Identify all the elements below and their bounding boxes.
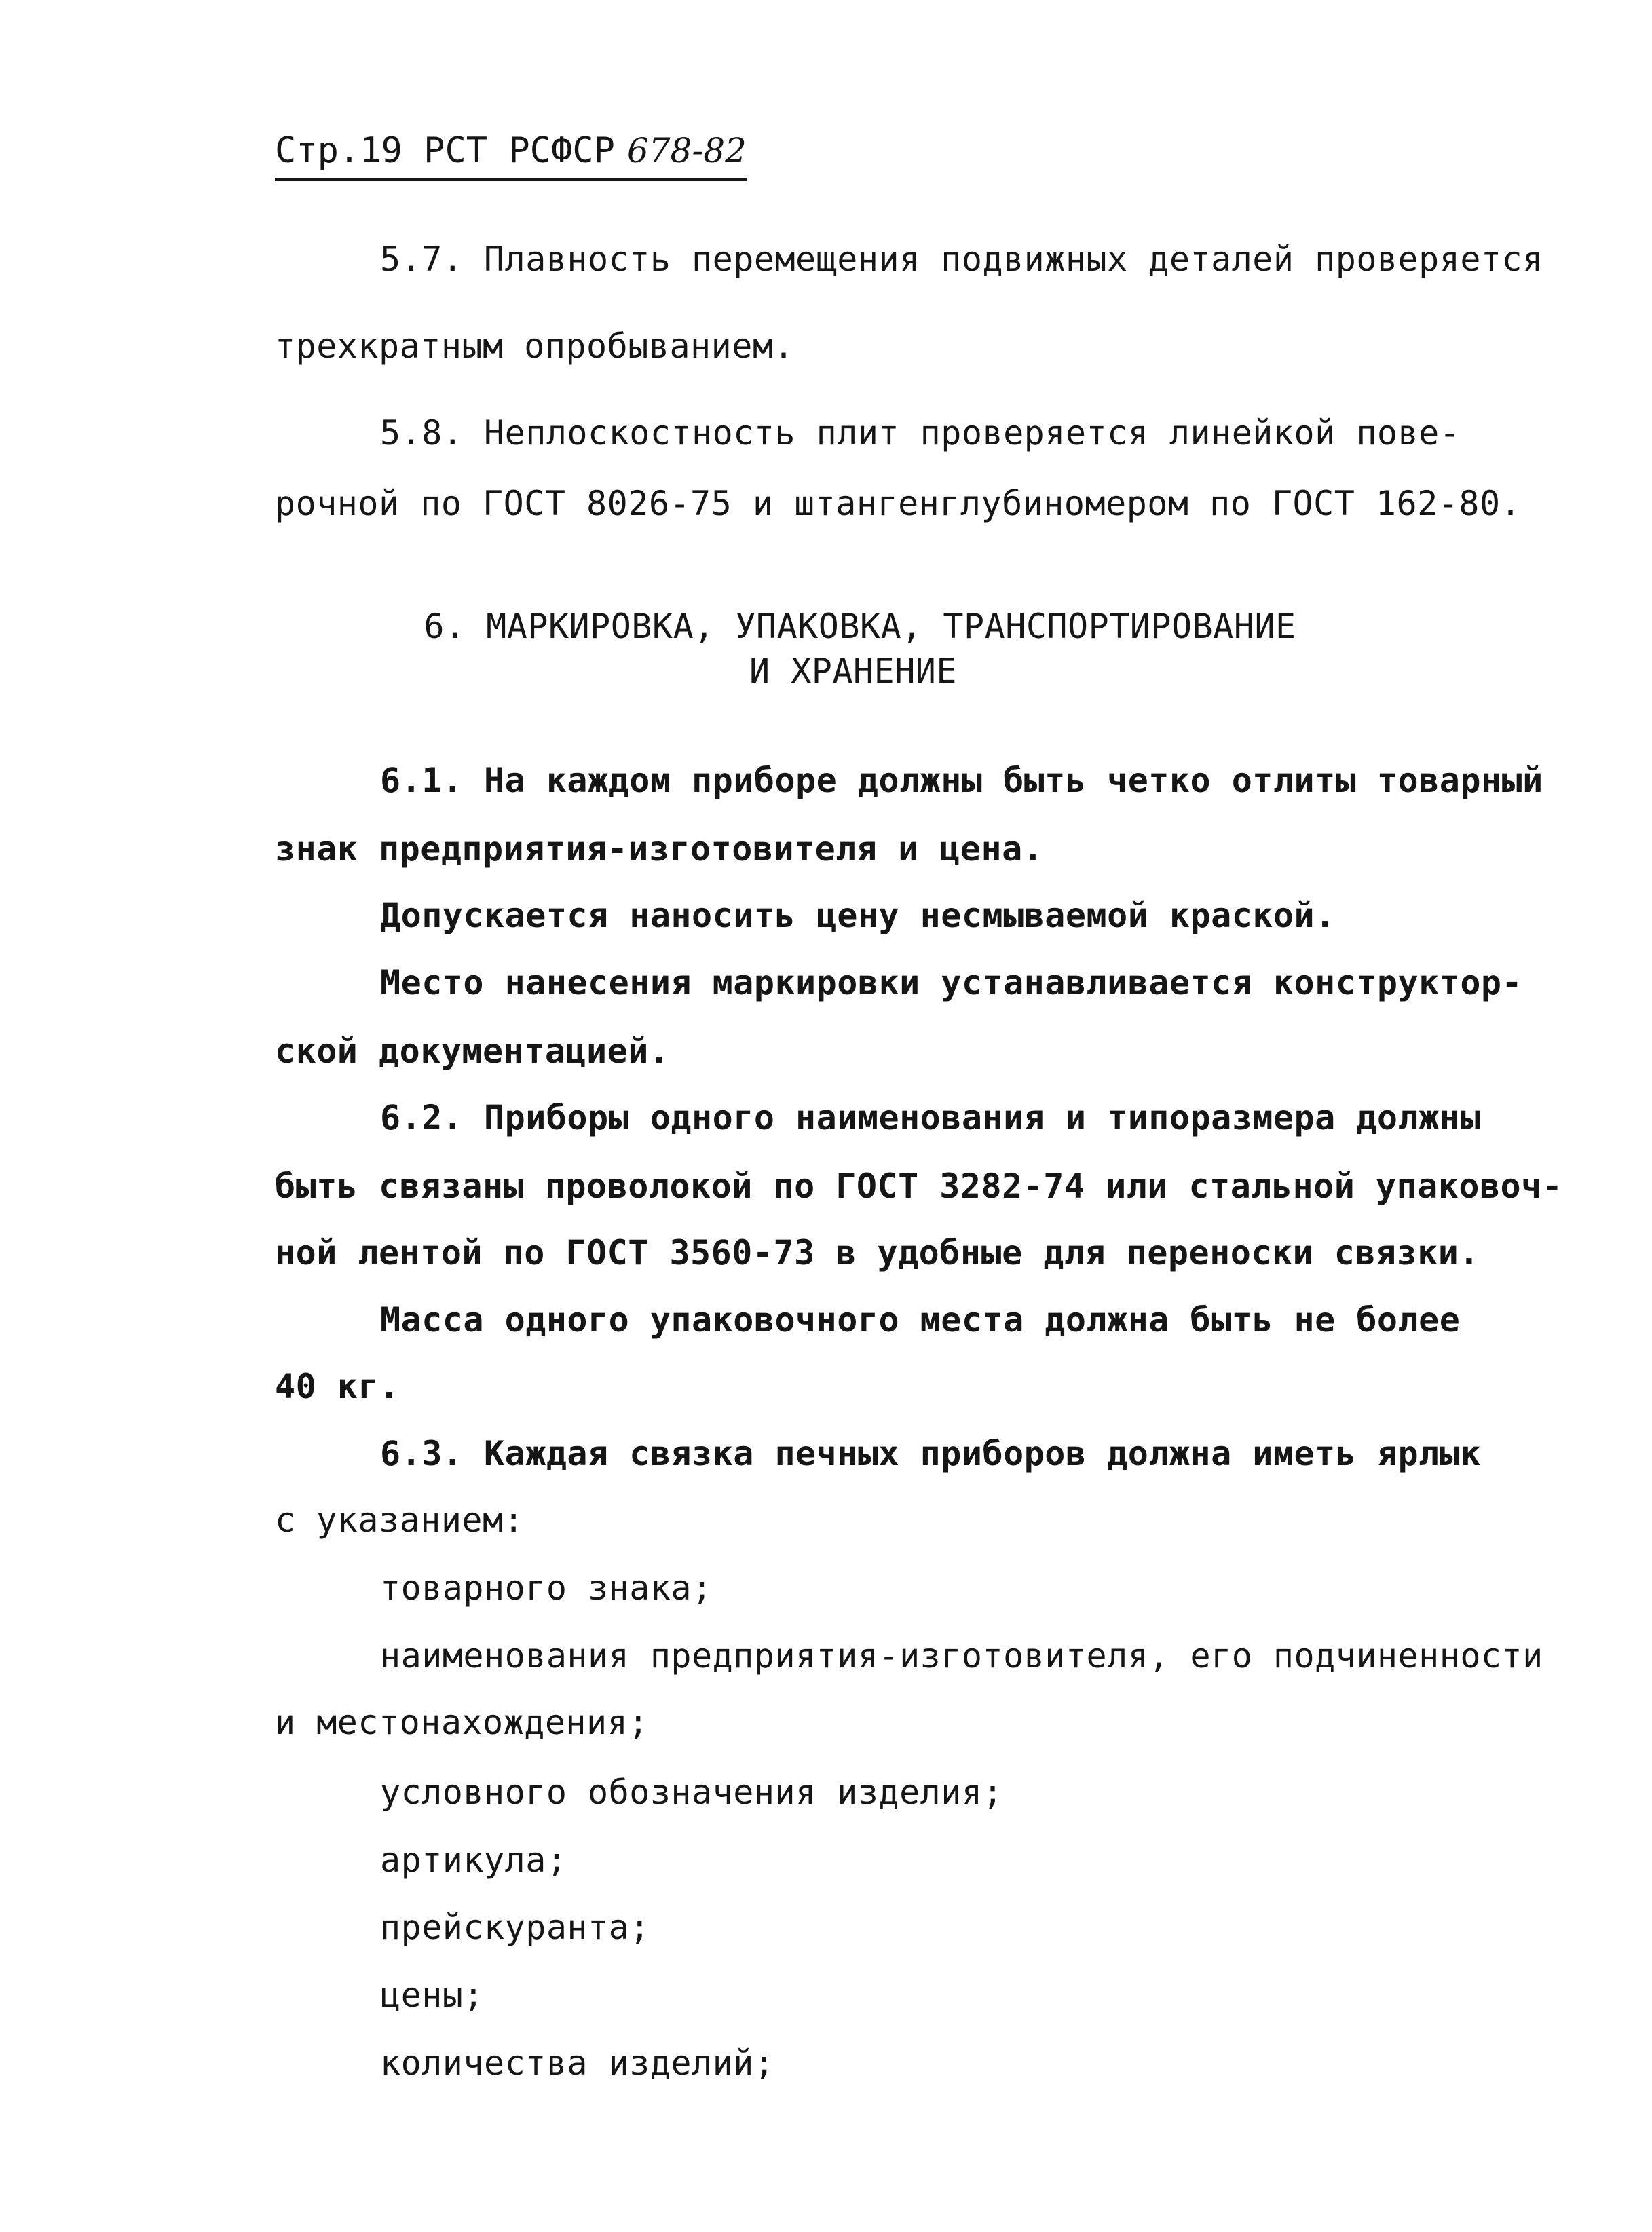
paragraph-6-1-line-1: 6.1. На каждом приборе должны быть четко отлиты товарный <box>380 761 1543 800</box>
list-item-manufacturer-line-1: наименования предприятия-изготовителя, его подчиненности <box>380 1636 1543 1676</box>
list-item-designation: условного обозначения изделия; <box>380 1773 1004 1812</box>
list-item-quantity: количества изделий; <box>380 2043 775 2083</box>
list-item-article: артикула; <box>380 1840 567 1880</box>
paragraph-6-3-line-2: с указанием: <box>275 1500 525 1540</box>
header-typed-text: Стр.19 РСТ РСФСР <box>275 130 615 171</box>
list-item-trademark: товарного знака; <box>380 1568 713 1608</box>
list-item-manufacturer-line-2: и местонахождения; <box>275 1703 649 1742</box>
paragraph-6-1-line-3: Допускается наносить цену несмываемой краской. <box>380 896 1336 935</box>
paragraph-6-1-line-5: ской документацией. <box>275 1032 670 1071</box>
list-item-price: цены; <box>380 1975 485 2015</box>
paragraph-6-3-line-1: 6.3. Каждая связка печных приборов должна иметь ярлык <box>380 1434 1481 1473</box>
paragraph-5-7-line-1: 5.7. Плавность перемещения подвижных деталей проверяется <box>380 240 1543 279</box>
paragraph-6-2-line-4: Масса одного упаковочного места должна быть не более <box>380 1300 1461 1340</box>
paragraph-6-2-line-1: 6.2. Приборы одного наименования и типоразмера должны <box>380 1098 1481 1137</box>
paragraph-6-1-line-4: Место нанесения маркировки устанавливается конструктор- <box>380 963 1523 1002</box>
paragraph-6-2-line-2: быть связаны проволокой по ГОСТ 3282-74 или стальной упаковоч- <box>275 1167 1563 1206</box>
paragraph-6-2-line-5: 40 кг. <box>275 1367 400 1406</box>
paragraph-5-8-line-2: рочной по ГОСТ 8026-75 и штангенглубиномером по ГОСТ 162-80. <box>275 484 1522 523</box>
page-header <box>275 130 747 181</box>
header-handwritten-number: 678-82 <box>626 131 747 170</box>
section-6-title-line-2: И ХРАНЕНИЕ <box>749 651 958 691</box>
paragraph-5-7-line-2: трехкратным опробыванием. <box>275 326 795 366</box>
paragraph-6-1-line-2: знак предприятия-изготовителя и цена. <box>275 829 1044 869</box>
paragraph-6-2-line-3: ной лентой по ГОСТ 3560-73 в удобные для переноски связки. <box>275 1233 1480 1272</box>
paragraph-5-8-line-1: 5.8. Неплоскостность плит проверяется линейкой пове- <box>380 413 1461 453</box>
section-6-title-line-1: 6. МАРКИРОВКА, УПАКОВКА, ТРАНСПОРТИРОВАНИЕ <box>424 607 1296 646</box>
list-item-price-list: прейскуранта; <box>380 1908 650 1947</box>
